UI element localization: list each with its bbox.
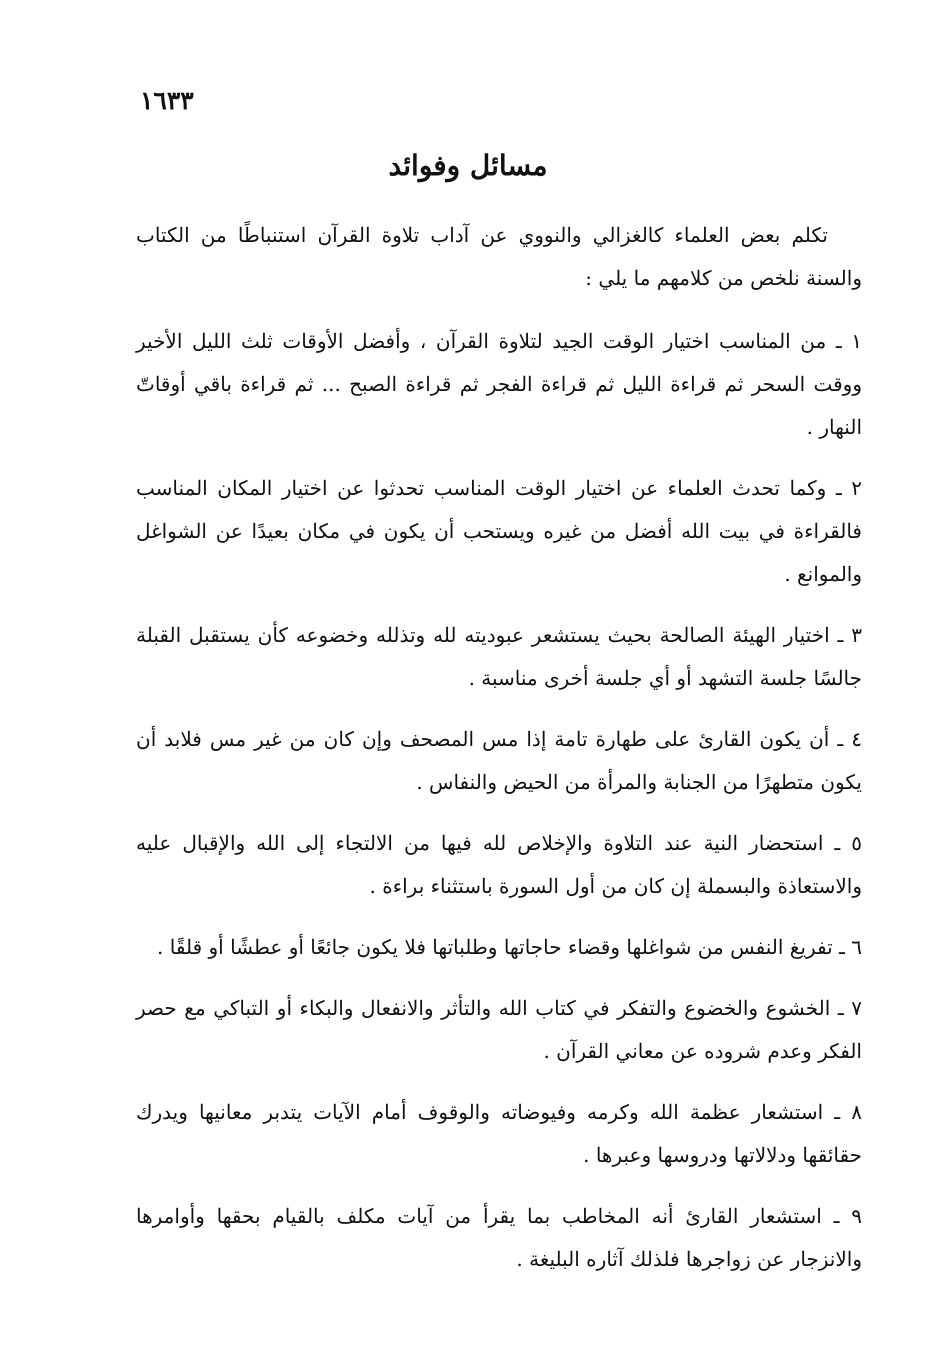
list-item-1: ١ ـ من المناسب اختيار الوقت الجيد لتلاوة القرآن ، وأفضل الأوقات ثلث الليل الأخير ووقت السحر ثم قراءة الليل ثم قراءة الفجر ثم قراءة الصبح ... ثم قراءة باقي أوقاتّ النهار . — [136, 329, 862, 439]
page-number: ١٦٣٣ — [140, 86, 194, 115]
list-item-9: ٩ ـ استشعار القارئ أنه المخاطب بما يقرأ من آيات مكلف بالقيام بحقها وأوامرها والانزجار عن زواجرها فلذلك آثاره البليغة . — [136, 1204, 862, 1271]
body-text — [136, 214, 862, 1299]
list-item-4: ٤ ـ أن يكون القارئ على طهارة تامة إذا مس المصحف وإن كان من غير مس فلابد أن يكون متطهرًا من الجنابة والمرأة من الحيض والنفاس . — [136, 727, 862, 794]
intro-paragraph: تكلم بعض العلماء كالغزالي والنووي عن آداب تلاوة القرآن استنباطًا من الكتاب والسنة نلخص من كلامهم ما يلي : — [136, 223, 862, 290]
list-item-5: ٥ ـ استحضار النية عند التلاوة والإخلاص لله فيها من الالتجاء إلى الله والإقبال عليه والاستعاذة والبسملة إن كان من أول السورة باستثناء براءة . — [136, 831, 863, 898]
list-item-3: ٣ ـ اختيار الهيئة الصالحة بحيث يستشعر عبوديته لله وتذلله وخضوعه كأن يستقبل القبلة جالسًا جلسة التشهد أو أي جلسة أخرى مناسبة . — [136, 623, 862, 690]
list-item-8: ٨ ـ استشعار عظمة الله وكرمه وفيوضاته والوقوف أمام الآيات يتدبر معانيها ويدرك حقائقها ودلالاتها ودروسها وعبرها . — [136, 1100, 862, 1167]
page-title: مسائل وفوائد — [388, 149, 548, 182]
list-item-7: ٧ ـ الخشوع والخضوع والتفكر في كتاب الله والتأثر والانفعال والبكاء أو التباكي مع حصر الفكر وعدم شروده عن معاني القرآن . — [136, 996, 862, 1063]
list-item-6: ٦ ـ تفريغ النفس من شواغلها وقضاء حاجاتها وطلباتها فلا يكون جائعًا أو عطشًا أو قلقًا . — [157, 935, 862, 959]
list-item-2: ٢ ـ وكما تحدث العلماء عن اختيار الوقت المناسب تحدثوا عن اختيار المكان المناسب فالقراءة في بيت الله أفضل من غيره ويستحب أن يكون في مكان بعيدًا عن الشواغل والموانع . — [136, 476, 862, 586]
